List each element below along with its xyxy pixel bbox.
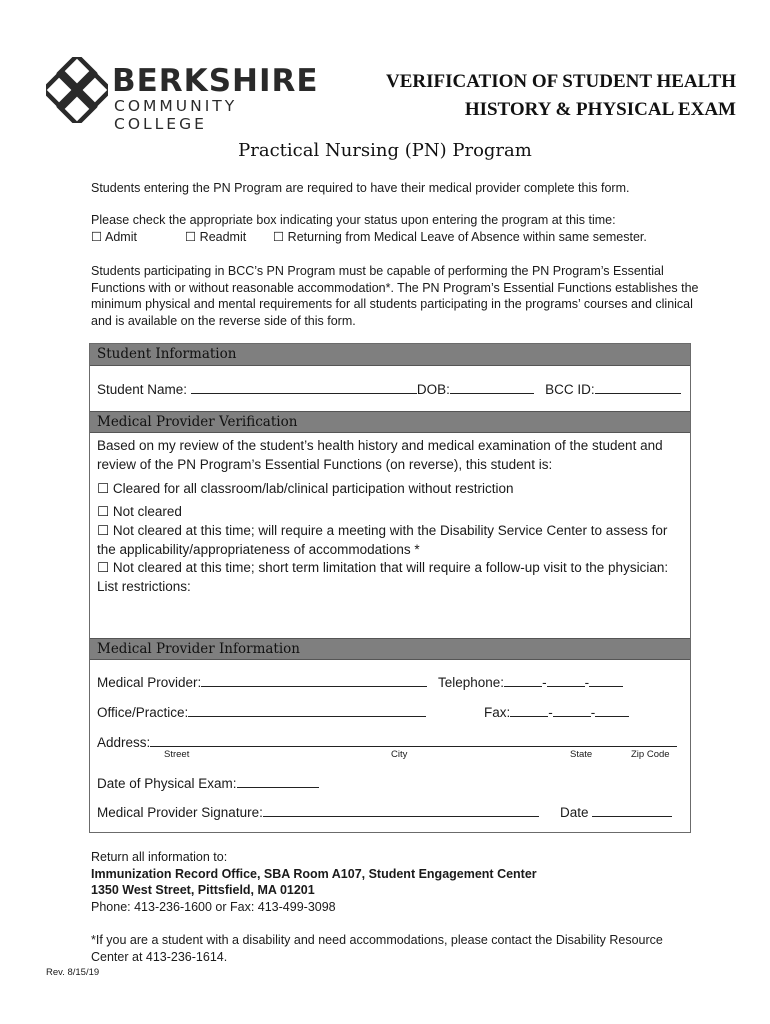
- knot-emblem-icon: [46, 57, 108, 123]
- address-street-caption: Street: [164, 749, 190, 760]
- revision-date: Rev. 8/15/19: [46, 967, 100, 978]
- return-phone: Phone: 413-236-1600 or Fax: 413-499-3098: [91, 900, 336, 914]
- fax-area-line[interactable]: [510, 703, 548, 717]
- bcc-id-label: BCC ID:: [545, 382, 595, 397]
- signature-line[interactable]: [263, 803, 539, 817]
- disability-note: *If you are a student with a disability and need accommodations, please contact the Disability Resource Center at 413-236-1614.: [91, 933, 663, 964]
- fax-number-line[interactable]: [595, 703, 629, 717]
- college-logo: [46, 57, 336, 133]
- fax-field[interactable]: [484, 703, 629, 722]
- dob-label: DOB:: [416, 382, 450, 397]
- phone-separator: -: [584, 675, 590, 690]
- form-table: [89, 343, 691, 833]
- status-returning-checkbox[interactable]: ☐ Returning from Medical Leave of Absence within same semester.: [273, 230, 647, 244]
- cleared-option[interactable]: ☐ Cleared for all classroom/lab/clinical participation without restriction: [97, 481, 514, 496]
- program-title: Practical Nursing (PN) Program: [238, 140, 532, 161]
- signature-date-label: Date: [560, 805, 589, 820]
- not-cleared-disability-option[interactable]: ☐ Not cleared at this time; will require a meeting with the Disability Service Center to assess for the applicability/appropriateness of accommodations *: [97, 523, 668, 557]
- office-practice-line[interactable]: [188, 703, 426, 717]
- address-line[interactable]: [150, 733, 677, 747]
- address-zip-caption: Zip Code: [631, 749, 670, 760]
- dob-line[interactable]: [450, 380, 534, 394]
- medical-provider-field[interactable]: [97, 673, 427, 692]
- fax-separator: -: [590, 705, 596, 720]
- fax-separator: -: [548, 705, 553, 720]
- fax-prefix-line[interactable]: [553, 703, 591, 717]
- not-cleared-option[interactable]: ☐ Not cleared: [97, 504, 182, 519]
- phone-separator: -: [542, 675, 547, 690]
- document-title-line2: HISTORY & PHYSICAL EXAM: [464, 99, 736, 120]
- telephone-label: Telephone:: [438, 675, 505, 690]
- telephone-area-line[interactable]: [504, 673, 542, 687]
- telephone-number-line[interactable]: [589, 673, 623, 687]
- logo-name: BERKSHIRE: [112, 63, 319, 99]
- signature-label: Medical Provider Signature:: [97, 805, 263, 820]
- intro-paragraph-2: Please check the appropriate box indicating your status upon entering the program at this time:: [91, 213, 616, 227]
- document-title-line1: VERIFICATION OF STUDENT HEALTH: [386, 71, 736, 92]
- telephone-prefix-line[interactable]: [547, 673, 585, 687]
- telephone-field[interactable]: [438, 673, 623, 692]
- signature-date-line[interactable]: [592, 803, 672, 817]
- exam-date-line[interactable]: [237, 774, 319, 788]
- medical-provider-label: Medical Provider:: [97, 675, 202, 690]
- address-city-caption: City: [391, 749, 408, 760]
- office-practice-label: Office/Practice:: [97, 705, 189, 720]
- exam-date-label: Date of Physical Exam:: [97, 776, 237, 791]
- intro-paragraph-3: Students participating in BCC’s PN Program must be capable of performing the PN Program’s Essential Functions with or without reasonable accommodation*. The PN Program’s Essential Functions establishes the minimum physical and mental requirements for all students participating in the programs’ courses and clinical and is available on the reverse side of this form.: [91, 264, 699, 328]
- student-name-label: Student Name:: [97, 382, 188, 397]
- address-label: Address:: [97, 735, 151, 750]
- status-readmit-checkbox[interactable]: ☐ Readmit: [185, 230, 247, 244]
- medical-provider-line[interactable]: [201, 673, 427, 687]
- exam-date-field[interactable]: [97, 774, 319, 793]
- verification-intro: Based on my review of the student’s health history and medical examination of the student and review of the PN Program’s Essential Functions (on reverse), this student is:: [97, 438, 663, 472]
- student-name-field[interactable]: [97, 380, 681, 399]
- return-address: 1350 West Street, Pittsfield, MA 01201: [91, 883, 315, 897]
- verification-heading: Medical Provider Verification: [90, 411, 690, 433]
- office-practice-field[interactable]: [97, 703, 426, 722]
- student-name-line[interactable]: [191, 380, 417, 394]
- logo-subtitle: COMMUNITY COLLEGE: [114, 97, 238, 133]
- fax-label: Fax:: [484, 705, 511, 720]
- return-label: Return all information to:: [91, 850, 228, 864]
- status-admit-checkbox[interactable]: ☐ Admit: [91, 230, 137, 244]
- document-title: [386, 68, 736, 124]
- not-cleared-short-term-option[interactable]: ☐ Not cleared at this time; short term limitation that will require a follow-up visit to the physician: List restrictions:: [97, 560, 669, 594]
- intro-paragraph-1: Students entering the PN Program are required to have their medical provider complete this form.: [91, 181, 630, 195]
- signature-date-field[interactable]: [560, 803, 672, 822]
- student-info-heading: Student Information: [90, 344, 690, 366]
- status-options: [91, 229, 711, 246]
- provider-info-heading: Medical Provider Information: [90, 638, 690, 660]
- return-office: Immunization Record Office, SBA Room A107, Student Engagement Center: [91, 867, 537, 881]
- bcc-id-line[interactable]: [595, 380, 681, 394]
- address-state-caption: State: [570, 749, 593, 760]
- signature-field[interactable]: [97, 803, 539, 822]
